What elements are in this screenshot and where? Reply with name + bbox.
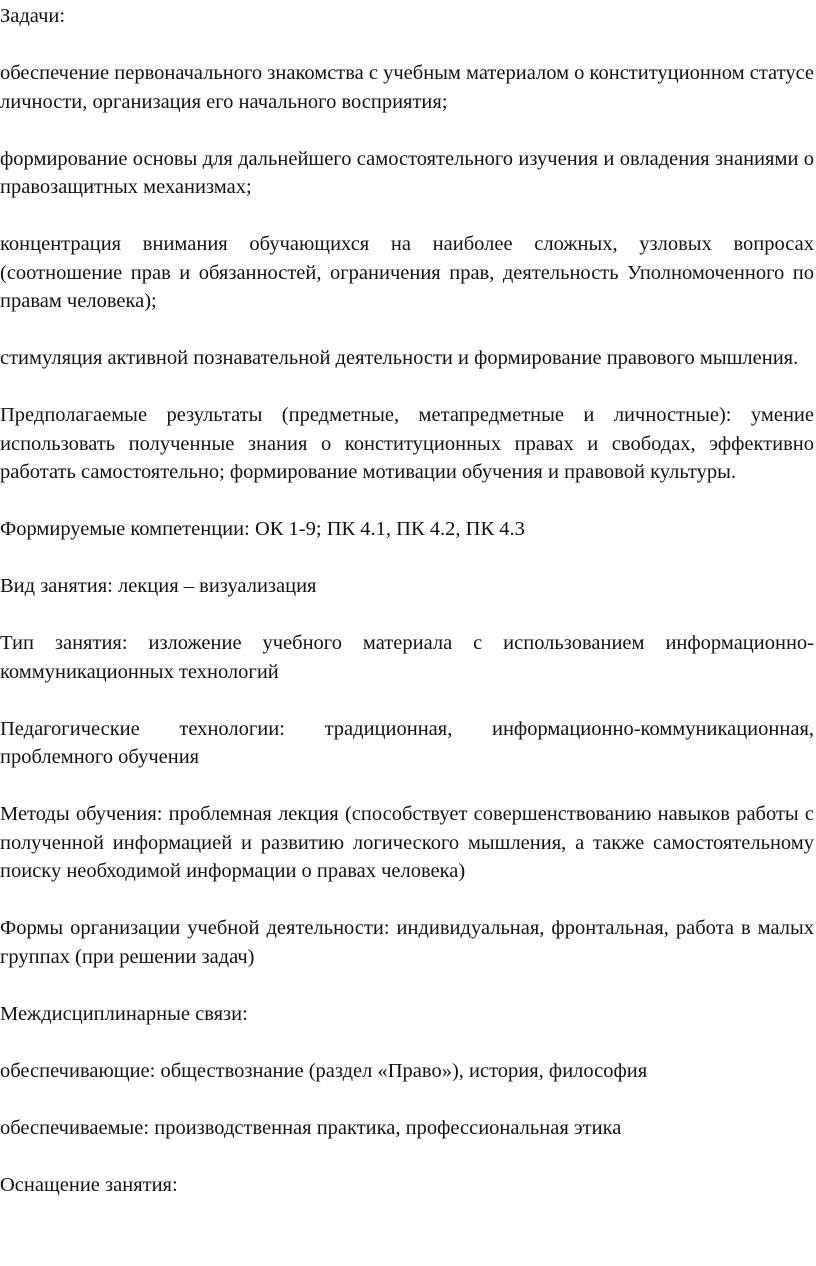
task-item-1: обеспечение первоначального знакомства с учебным материалом о конституционном статусе личности, организация его начального восприятия;: [0, 62, 815, 113]
provided-disciplines: обеспечиваемые: производственная практика, профессиональная этика: [0, 1116, 622, 1139]
task-item-4: стимуляция активной познавательной деятельности и формирование правового мышления.: [0, 347, 799, 369]
interdisciplinary-links-heading: Междисциплинарные связи:: [0, 1002, 248, 1025]
task-item-2: формирование основы для дальнейшего самостоятельного изучения и овладения знаниями о правозащитных механизмах;: [0, 147, 814, 198]
pedagogical-technologies: Педагогические технологии: традиционная, информационно-коммуникационная, проблемного обучения: [0, 717, 814, 768]
competencies: Формируемые компетенции: ОК 1-9; ПК 4.1, ПК 4.2, ПК 4.3: [0, 518, 525, 540]
teaching-methods: Методы обучения: проблемная лекция (способствует совершенствованию навыков работы с полученной информацией и развитию логического мышления, а также самостоятельному поиску необходимой информации о правах человека): [0, 803, 814, 882]
lesson-type: Тип занятия: изложение учебного материала с использованием информационно-коммуникационных технологий: [0, 632, 814, 683]
tasks-heading: Задачи:: [0, 5, 66, 27]
providing-disciplines: обеспечивающие: обществознание (раздел «Право»), история, философия: [0, 1059, 648, 1082]
task-item-3: концентрация внимания обучающихся на наиболее сложных, узловых вопросах (соотношение прав и обязанностей, ограничения прав, деятельность Уполномоченного по правам человека);: [0, 233, 814, 312]
organization-forms: Формы организации учебной деятельности: индивидуальная, фронтальная, работа в малых группах (при решении задач): [0, 917, 814, 968]
equipment-heading: Оснащение занятия:: [0, 1173, 178, 1196]
expected-results: Предполагаемые результаты (предметные, метапредметные и личностные): умение использовать полученные знания о конституционных правах и свободах, эффективно работать самостоятельно; формирование мотивации обучения и правовой культуры.: [0, 404, 814, 483]
lesson-kind: Вид занятия: лекция – визуализация: [0, 575, 317, 597]
